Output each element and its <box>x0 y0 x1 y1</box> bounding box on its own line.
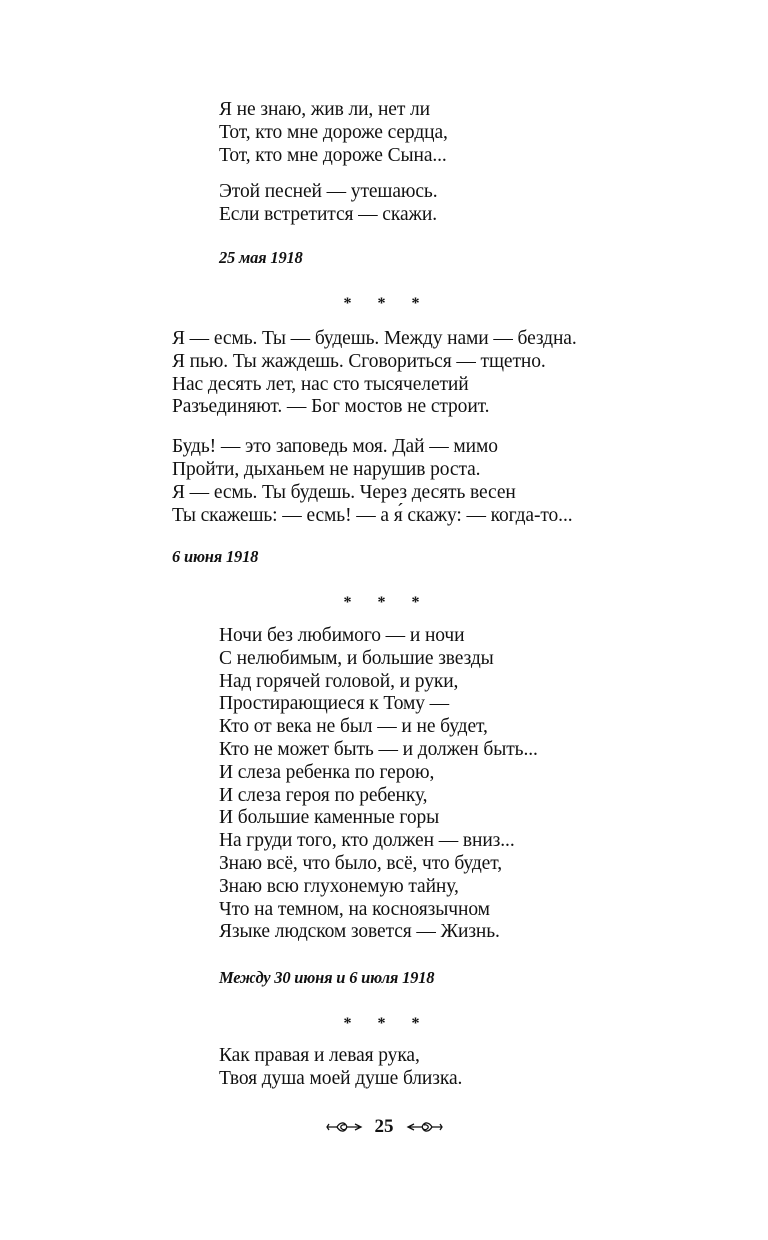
poem-line: Пройти, дыханьем не нарушив роста. <box>172 458 481 480</box>
poem-2-date: 6 июня 1918 <box>172 547 259 566</box>
poem-line: Этой песней — утешаюсь. <box>219 181 438 203</box>
poem-line: Тот, кто мне дороже сердца, <box>219 121 448 143</box>
poem-line: И слеза ребенка по герою, <box>219 761 435 783</box>
poem-1 <box>219 99 448 227</box>
poem-2 <box>172 328 577 527</box>
poem-line: Нас десять лет, нас сто тысячелетий <box>172 373 469 395</box>
poem-separator: * * * <box>343 594 431 611</box>
poem-1-date: 25 мая 1918 <box>219 248 303 267</box>
poem-line: Я пью. Ты жаждешь. Сговориться — тщетно. <box>172 350 546 372</box>
poem-3-date: Между 30 июня и 6 июля 1918 <box>219 968 435 987</box>
poem-line: Твоя душа моей душе близка. <box>219 1067 463 1089</box>
poem-line: Будь! — это заповедь моя. Дай — мимо <box>172 436 498 458</box>
poem-line: Я не знаю, жив ли, нет ли <box>219 99 431 120</box>
poem-line: Тот, кто мне дороже Сына... <box>219 144 447 166</box>
poem-line: Над горячей головой, и руки, <box>219 670 459 692</box>
poem-line: Разъединяют. — Бог мостов не строит. <box>172 396 490 418</box>
poem-line: И слеза героя по ребенку, <box>219 784 428 806</box>
poem-4 <box>219 1045 462 1091</box>
poem-line: Если встретится — скажи. <box>219 204 437 226</box>
right-ornament-icon <box>406 1119 444 1135</box>
left-ornament-icon <box>325 1119 363 1135</box>
poem-line: С нелюбимым, и большие звезды <box>219 647 494 669</box>
poem-line: Я — есмь. Ты — будешь. Между нами — бездна. <box>172 328 577 349</box>
poem-line: Что на темном, на косноязычном <box>219 898 490 920</box>
poem-line: И большие каменные горы <box>219 807 440 829</box>
poem-line: Кто от века не был — и не будет, <box>219 716 488 738</box>
poem-line: Кто не может быть — и должен быть... <box>219 738 538 760</box>
poem-separator: * * * <box>343 1015 431 1032</box>
poem-3 <box>219 625 538 944</box>
poem-line: Знаю всё, что было, всё, что будет, <box>219 852 502 874</box>
poem-line: Я — есмь. Ты будешь. Через десять весен <box>172 481 516 503</box>
poem-line: Ночи без любимого — и ночи <box>219 625 465 646</box>
poem-separator: * * * <box>343 295 431 312</box>
poem-line: Языке людском зовется — Жизнь. <box>219 921 500 943</box>
poem-line: Простирающиеся к Тому — <box>219 693 450 715</box>
page-number: 25 <box>374 1116 394 1137</box>
poem-line: На груди того, кто должен — вниз... <box>219 830 515 852</box>
page-folio <box>0 1115 768 1139</box>
poem-line: Как правая и левая рука, <box>219 1045 420 1066</box>
poem-line: Знаю всю глухонемую тайну, <box>219 875 459 897</box>
poem-line: Ты скажешь: — есмь! — а я́ скажу: — когда-то... <box>172 504 573 526</box>
